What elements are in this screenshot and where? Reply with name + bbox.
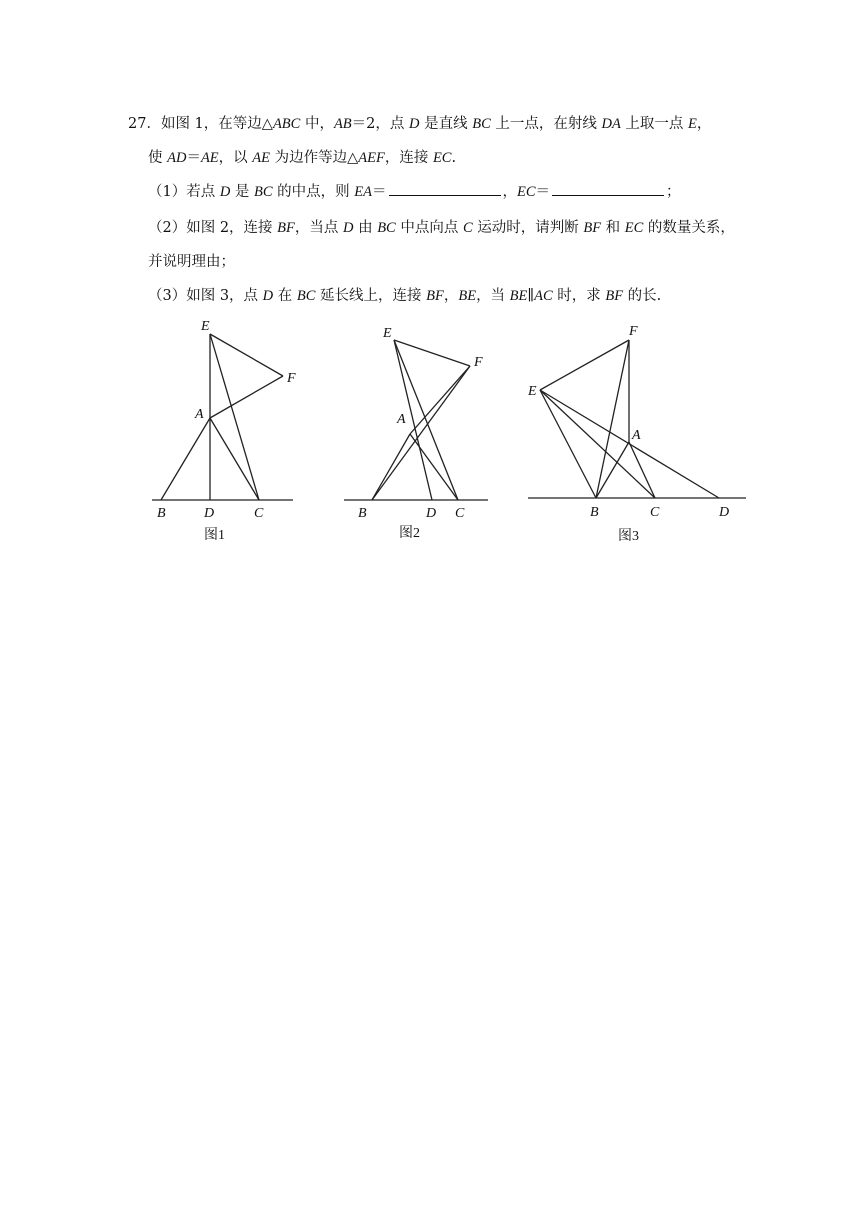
var: BE: [458, 288, 477, 304]
label-f: F: [629, 324, 638, 339]
text: 的中点，则: [272, 184, 355, 200]
var: ABC: [272, 116, 301, 132]
segment-fa: [410, 366, 470, 434]
segment-ac: [210, 418, 259, 500]
text: 的长.: [623, 288, 662, 304]
label-e: E: [528, 384, 537, 399]
text: ＝: [186, 150, 201, 166]
text: （3）如图 3，点: [148, 288, 263, 304]
segment-ef: [540, 340, 629, 390]
text: 上取一点: [620, 116, 689, 132]
label-d: D: [426, 506, 437, 521]
figure-2: [342, 314, 494, 548]
var: C: [462, 220, 473, 236]
label-c: C: [455, 506, 465, 521]
answer-blank-ec[interactable]: [552, 183, 664, 196]
var: BC: [377, 220, 396, 236]
text: 由: [353, 220, 378, 236]
text: 使: [148, 150, 168, 166]
answer-blank-ea[interactable]: [389, 183, 501, 196]
var: EC: [624, 220, 644, 236]
text: 的数量关系，: [643, 220, 735, 236]
text: 是: [230, 184, 255, 200]
text: ＝: [372, 184, 387, 200]
label-c: C: [650, 505, 660, 520]
var: AC: [534, 288, 553, 304]
text: 中，: [300, 116, 334, 132]
var: D: [409, 116, 420, 132]
figure-2-caption: 图2: [399, 526, 420, 541]
label-a: A: [632, 428, 641, 443]
segment-ef: [394, 340, 470, 366]
text: ，当: [476, 288, 510, 304]
var: BE: [509, 288, 528, 304]
text: 在: [273, 288, 297, 304]
text: 运动时，请判断: [472, 220, 584, 236]
text: ，以: [218, 150, 253, 166]
label-e: E: [201, 319, 210, 334]
text: （1）若点: [148, 184, 220, 200]
var: E: [688, 116, 697, 132]
text: ＝2，点: [351, 116, 410, 132]
figure-3: [524, 314, 752, 548]
text: ，: [443, 288, 459, 304]
text: ；: [666, 184, 681, 200]
var: AB: [333, 116, 352, 132]
var: D: [219, 184, 231, 200]
var: BC: [472, 116, 491, 132]
text: ，连接: [384, 150, 433, 166]
text: 中点向点: [395, 220, 463, 236]
text: 时，求: [552, 288, 606, 304]
label-d: D: [204, 506, 215, 521]
figure-1-caption: 图1: [204, 528, 225, 543]
problem-statement-line-2: [148, 146, 456, 167]
label-b: B: [590, 505, 599, 520]
problem-number: 27．: [128, 116, 161, 132]
segment-ac: [629, 442, 655, 498]
var: EC: [432, 150, 452, 166]
var: BC: [254, 184, 273, 200]
text: 为边作等边△: [270, 150, 359, 166]
segment-ec: [210, 334, 259, 500]
segment-ac: [410, 434, 458, 500]
segment-ba: [372, 434, 410, 500]
label-a: A: [195, 407, 204, 422]
text: 并说明理由；: [148, 254, 235, 270]
label-c: C: [254, 506, 264, 521]
var: AD: [167, 150, 187, 166]
text: 延长线上，连接: [315, 288, 427, 304]
text: 如图 1，在等边△: [160, 116, 273, 132]
var: EA: [354, 184, 373, 200]
var: AEF: [358, 150, 385, 166]
label-f: F: [474, 355, 483, 370]
label-d: D: [719, 505, 730, 520]
text: ＝: [535, 184, 551, 200]
segment-ec: [540, 390, 655, 498]
question-2: [148, 216, 735, 237]
var: DA: [601, 116, 621, 132]
segment-ba: [596, 442, 629, 498]
text: ，: [502, 184, 518, 200]
label-b: B: [358, 506, 367, 521]
label-b: B: [157, 506, 166, 521]
segment-fa: [210, 376, 283, 418]
var: BF: [277, 220, 295, 236]
question-1: [148, 180, 681, 201]
var: BF: [426, 288, 444, 304]
label-f: F: [287, 371, 296, 386]
text: 上一点，在射线: [490, 116, 602, 132]
text: ∥: [527, 288, 535, 304]
segment-bf: [372, 366, 470, 500]
text: （2）如图 2，连接: [148, 220, 278, 236]
question-2-continued: [148, 250, 235, 271]
problem-statement-line-1: [128, 112, 711, 133]
text: ，当点: [294, 220, 343, 236]
text: 是直线: [419, 116, 473, 132]
var: EC: [517, 184, 536, 200]
label-e: E: [383, 326, 392, 341]
var: BC: [296, 288, 316, 304]
var: D: [343, 220, 354, 236]
var: BF: [605, 288, 624, 304]
var: AE: [200, 150, 219, 166]
question-3: [148, 284, 661, 305]
var: BF: [583, 220, 602, 236]
figure-1: [148, 314, 298, 548]
text: ，: [696, 116, 712, 132]
figure-3-caption: 图3: [618, 529, 639, 544]
text: 和: [601, 220, 625, 236]
var: AE: [252, 150, 270, 166]
var: D: [262, 288, 274, 304]
segment-ba: [161, 418, 210, 500]
segment-bf: [596, 340, 629, 498]
text: .: [451, 150, 457, 166]
label-a: A: [397, 412, 406, 427]
figures-row: [148, 314, 752, 548]
